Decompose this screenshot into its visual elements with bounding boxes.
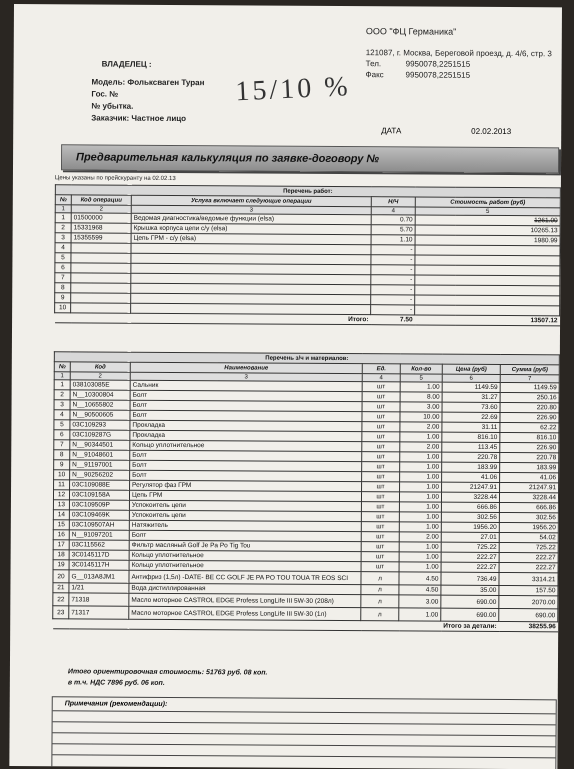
table-cell: 1.00 xyxy=(400,482,442,492)
table-cell: G__013A8JM1 xyxy=(69,570,129,583)
materials-total-row xyxy=(53,619,558,632)
table-cell: шт xyxy=(362,432,400,442)
prices-note: Цены указаны по прейскуранту на 02.02.13 xyxy=(54,175,176,182)
document-title-banner xyxy=(61,144,559,173)
notes-line xyxy=(52,744,555,758)
table-cell: Прокладка xyxy=(130,420,362,431)
table-cell: шт xyxy=(362,422,400,432)
table-cell: 113.45 xyxy=(442,442,500,452)
table-cell: 1 xyxy=(55,213,71,223)
table-cell xyxy=(71,253,131,263)
table-cell: Болт xyxy=(130,410,362,421)
table-cell: 14 xyxy=(53,510,69,520)
table-cell: 1956.20 xyxy=(499,522,558,532)
table-cell: 62.22 xyxy=(500,422,559,432)
table-cell: N__90500605 xyxy=(70,410,130,420)
table-cell: шт xyxy=(361,552,399,562)
company-tel: Тел. 9950078,2251515 xyxy=(365,59,471,69)
table-cell: 736.49 xyxy=(441,572,499,585)
table-cell: Прокладка xyxy=(130,430,362,441)
owner-model: Модель: Фольксваген Туран xyxy=(91,77,205,88)
table-cell: 1149.59 xyxy=(500,382,559,392)
table-cell: 1956.20 xyxy=(441,522,499,532)
table-cell: N__10655802 xyxy=(70,400,130,410)
table-cell: 03C109088E xyxy=(70,480,130,490)
table-cell: 690.00 xyxy=(441,608,499,621)
work-table xyxy=(54,184,561,326)
table-cell: 01500000 xyxy=(71,213,131,223)
table-cell: 7 xyxy=(54,440,70,450)
column-number: 3 xyxy=(130,372,362,381)
table-cell: Кольцо уплотнительное xyxy=(129,560,361,571)
table-cell: Крышка корпуса цепи с/у (elsa) xyxy=(131,223,371,234)
table-cell: 5 xyxy=(55,253,71,263)
materials-total-label: Итого за детали: xyxy=(53,619,499,632)
table-cell: 8 xyxy=(54,450,70,460)
table-cell: 10.00 xyxy=(400,412,442,422)
table-cell: 5.70 xyxy=(371,225,415,235)
table-cell: шт xyxy=(362,462,400,472)
table-cell: 1.00 xyxy=(399,562,441,572)
work-total-cost: 13507.12 xyxy=(415,315,560,326)
table-cell: 3.00 xyxy=(400,402,442,412)
table-cell: 183.99 xyxy=(500,462,559,472)
table-cell: 22 xyxy=(53,593,69,606)
table-cell: шт xyxy=(361,562,399,572)
table-cell: л xyxy=(361,608,399,621)
table-cell: Антифриз (1,5л) -DATE- BE CC GOLF JE PA PO TOU TOUA TR EOS SCI xyxy=(129,570,361,584)
materials-header: Ед. xyxy=(362,364,400,374)
table-cell: 7 xyxy=(55,273,71,283)
table-cell: 18 xyxy=(53,550,69,560)
table-cell: 220.78 xyxy=(500,452,559,462)
table-cell xyxy=(71,243,131,253)
table-cell: 0.70 xyxy=(371,215,415,225)
table-cell: 1.00 xyxy=(400,472,442,482)
table-cell: 27.01 xyxy=(441,532,499,542)
column-number: 4 xyxy=(371,207,415,215)
table-cell: шт xyxy=(362,392,400,402)
table-cell: 3228.44 xyxy=(499,492,558,502)
estimate-total: Итого ориентировочная стоимость: 51763 руб. 08 коп. xyxy=(67,668,268,677)
table-cell: 1.00 xyxy=(400,382,442,392)
table-cell: 220.80 xyxy=(500,402,559,412)
table-cell: 1.00 xyxy=(399,552,441,562)
table-cell: N__91097201 xyxy=(69,530,129,540)
table-cell: - xyxy=(371,295,415,305)
table-cell: 1149.59 xyxy=(442,382,500,392)
materials-header: Наименование xyxy=(130,362,362,373)
table-cell: 157.50 xyxy=(499,585,558,595)
table-cell: 183.99 xyxy=(442,462,500,472)
table-cell: 1.00 xyxy=(399,492,441,502)
table-cell: 8 xyxy=(55,283,71,293)
owner-block xyxy=(91,56,204,125)
table-cell: 1261.00 xyxy=(415,215,560,226)
company-address: 121087, г. Москва, Береговой проезд, д. 4/6, стр. 3 xyxy=(365,48,552,59)
table-cell: 41.06 xyxy=(442,472,500,482)
table-cell xyxy=(71,303,131,313)
table-cell: шт xyxy=(362,482,400,492)
notes-box xyxy=(51,696,556,769)
table-cell: 038103085E xyxy=(70,380,130,390)
table-cell: 10 xyxy=(55,303,71,313)
table-cell: 3C0145117D xyxy=(69,550,129,560)
table-cell: 690.00 xyxy=(441,595,499,608)
table-cell: л xyxy=(361,572,399,585)
table-cell: 9 xyxy=(54,460,70,470)
table-cell: Болт xyxy=(130,460,362,471)
owner-title: ВЛАДЕЛЕЦ : xyxy=(101,59,152,69)
table-cell: Натяжитель xyxy=(129,520,361,531)
table-cell: 226.90 xyxy=(500,412,559,422)
table-cell: 2.00 xyxy=(400,442,442,452)
document-title: Предварительная калькуляция по заявке-договору № xyxy=(76,151,380,166)
table-cell: шт xyxy=(362,472,400,482)
table-cell: 4.50 xyxy=(399,572,441,585)
column-number: 5 xyxy=(400,374,442,382)
table-cell: шт xyxy=(361,502,399,512)
table-cell: Регулятор фаз ГРМ xyxy=(130,480,362,491)
table-cell: 222.27 xyxy=(499,552,558,562)
company-block xyxy=(366,26,556,81)
table-cell: - xyxy=(371,285,415,295)
table-cell: 21247.91 xyxy=(500,482,559,492)
table-cell: шт xyxy=(361,512,399,522)
table-cell: 10 xyxy=(54,470,70,480)
table-cell: 31.11 xyxy=(442,422,500,432)
table-cell: 03C109509P xyxy=(69,500,129,510)
table-cell: 6 xyxy=(54,430,70,440)
table-cell: N__10300804 xyxy=(70,390,130,400)
table-cell: 816.10 xyxy=(442,432,500,442)
table-cell: Фильтр масляный Golf Je Pa Po Tig Tou xyxy=(129,540,361,551)
table-cell: 1 xyxy=(54,380,70,390)
table-cell xyxy=(71,263,131,273)
table-cell xyxy=(71,293,131,303)
table-cell: 8.00 xyxy=(400,392,442,402)
table-cell: Масло моторное CASTROL EDGE Profess LongLife III 5W-30 (208л) xyxy=(129,593,361,607)
work-total-label: Итого: xyxy=(55,313,371,325)
table-cell: л xyxy=(361,585,399,595)
table-cell: 1.00 xyxy=(399,502,441,512)
date-value: 02.02.2013 xyxy=(471,126,512,137)
table-cell: - xyxy=(371,255,415,265)
table-cell: шт xyxy=(362,382,400,392)
table-cell: 666.86 xyxy=(441,502,499,512)
materials-header: Сумма (руб) xyxy=(500,364,559,374)
table-cell: Цепь ГРМ - с/у (elsa) xyxy=(131,233,371,244)
table-cell: Ведомая диагностика/ведомые функции (elsa) xyxy=(131,213,371,224)
table-cell: 302.56 xyxy=(499,512,558,522)
table-cell xyxy=(71,273,131,283)
table-cell: шт xyxy=(361,542,399,552)
table-cell: Успокоитель цепи xyxy=(129,500,361,511)
table-cell: 690.00 xyxy=(499,608,558,621)
work-total-hours: 7.50 xyxy=(371,315,415,325)
table-cell: 1980.99 xyxy=(415,235,560,246)
table-cell: 1.00 xyxy=(399,608,441,621)
estimate-vat: в т.ч. НДС 7896 руб. 06 коп. xyxy=(67,679,165,687)
table-cell: 10265.13 xyxy=(415,225,560,236)
table-cell: 71317 xyxy=(69,606,129,619)
table-cell: 41.06 xyxy=(500,472,559,482)
owner-customer: Заказчик: Частное лицо xyxy=(91,113,187,124)
table-cell: 3C0145117H xyxy=(69,560,129,570)
materials-header: Цена (руб) xyxy=(442,364,500,374)
table-cell: 11 xyxy=(54,480,70,490)
work-caption: Перечень работ: xyxy=(55,185,560,198)
table-cell: шт xyxy=(361,492,399,502)
table-cell: 4.50 xyxy=(399,585,441,595)
table-cell: Болт xyxy=(130,470,362,481)
column-number: 3 xyxy=(131,205,371,214)
table-cell: 3.00 xyxy=(399,595,441,608)
table-cell: Вода дистиллированная xyxy=(129,583,361,594)
table-cell: 73.60 xyxy=(442,402,500,412)
table-cell: Кольцо уплотнительное xyxy=(129,550,361,561)
table-cell: 13 xyxy=(53,500,69,510)
table-cell: 54.02 xyxy=(499,532,558,542)
table-cell: 1.10 xyxy=(371,235,415,245)
materials-header: № xyxy=(54,362,70,372)
table-cell: 15331968 xyxy=(71,223,131,233)
table-cell: 03C109469K xyxy=(69,510,129,520)
materials-table xyxy=(52,351,560,632)
column-number: 1 xyxy=(54,372,70,380)
table-cell: 1.00 xyxy=(399,512,441,522)
table-cell: 15 xyxy=(53,520,69,530)
table-cell: 6 xyxy=(55,263,71,273)
table-cell: Болт xyxy=(130,400,362,411)
table-cell: шт xyxy=(362,412,400,422)
table-cell: 2.00 xyxy=(400,422,442,432)
table-cell: 9 xyxy=(55,293,71,303)
table-cell: 1/21 xyxy=(69,583,129,593)
table-cell: 12 xyxy=(53,490,69,500)
table-cell: 816.10 xyxy=(500,432,559,442)
table-cell: 21 xyxy=(53,583,69,593)
owner-gos: Гос. № xyxy=(91,89,119,99)
table-cell: 725.22 xyxy=(499,542,558,552)
work-header: № xyxy=(55,195,71,205)
table-cell: Кольцо уплотнительное xyxy=(130,440,362,451)
table-cell: 5 xyxy=(54,420,70,430)
table-cell: 21247.91 xyxy=(442,482,500,492)
table-cell: 3314.21 xyxy=(499,572,558,585)
table-cell: Цепь ГРМ xyxy=(129,490,361,501)
table-cell: 20 xyxy=(53,570,69,583)
table-cell: шт xyxy=(361,532,399,542)
table-cell: 03C109507AH xyxy=(69,520,129,530)
column-number: 1 xyxy=(55,205,71,213)
table-cell xyxy=(71,283,131,293)
column-number: 2 xyxy=(70,372,130,380)
materials-caption: Перечень з/ч и материалов: xyxy=(54,352,559,365)
work-header: Код операции xyxy=(71,195,131,205)
company-name: ООО "ФЦ Германика" xyxy=(365,26,457,37)
table-cell: 666.86 xyxy=(499,502,558,512)
table-cell: 4 xyxy=(55,243,71,253)
table-cell: 03C115562 xyxy=(69,540,129,550)
table-cell: 3 xyxy=(55,233,71,243)
column-number: 5 xyxy=(415,207,560,216)
table-cell: 15355599 xyxy=(71,233,131,243)
table-cell: 1.00 xyxy=(399,542,441,552)
estimate-block xyxy=(68,666,268,689)
table-cell: шт xyxy=(362,442,400,452)
document-sheet xyxy=(9,4,562,769)
table-cell: Масло моторное CASTROL EDGE Profess LongLife III 5W-30 (1л) xyxy=(129,606,361,620)
table-cell: 2.00 xyxy=(399,532,441,542)
table-cell: 16 xyxy=(53,530,69,540)
materials-header: Код xyxy=(70,362,130,372)
work-total-row xyxy=(55,313,560,326)
table-cell: 03C109287G xyxy=(70,430,130,440)
table-cell: 03C109158A xyxy=(69,490,129,500)
table-cell: 19 xyxy=(53,560,69,570)
table-cell: 725.22 xyxy=(441,542,499,552)
table-cell: 1.00 xyxy=(399,522,441,532)
handwritten-note: 15/10 % xyxy=(234,71,352,108)
table-cell: N__91048601 xyxy=(70,450,130,460)
table-cell: 3 xyxy=(54,400,70,410)
date-label: ДАТА xyxy=(381,126,402,136)
table-cell: 2 xyxy=(54,390,70,400)
owner-loss: № убытка. xyxy=(91,101,134,111)
table-cell: 23 xyxy=(53,606,69,619)
table-cell: 31.27 xyxy=(442,392,500,402)
table-cell: 71318 xyxy=(69,593,129,606)
column-number: 2 xyxy=(71,205,131,213)
table-cell: N__90256202 xyxy=(70,470,130,480)
column-number: 7 xyxy=(500,374,559,382)
table-cell: 1.00 xyxy=(400,452,442,462)
table-cell: - xyxy=(371,245,415,255)
table-cell: 03C109293 xyxy=(70,420,130,430)
table-cell: Успокоитель цепи xyxy=(129,510,361,521)
materials-header: Кол-во xyxy=(400,364,442,374)
table-cell: 222.27 xyxy=(441,562,499,572)
table-cell: N__91197001 xyxy=(70,460,130,470)
table-cell: 4 xyxy=(54,410,70,420)
column-number: 4 xyxy=(362,374,400,382)
table-cell: 1.00 xyxy=(400,462,442,472)
work-header: Стоимость работ (руб) xyxy=(415,197,560,208)
table-cell: Болт xyxy=(130,450,362,461)
table-cell: л xyxy=(361,595,399,608)
table-cell: Сальник xyxy=(130,380,362,391)
table-cell: - xyxy=(371,305,415,315)
table-cell: 2070.00 xyxy=(499,595,558,608)
table-cell: Болт xyxy=(129,530,361,541)
table-cell: 250.16 xyxy=(500,392,559,402)
table-cell: шт xyxy=(362,452,400,462)
company-fax: Факс 9950078,2251515 xyxy=(365,70,471,80)
table-cell: 222.27 xyxy=(441,552,499,562)
table-cell: Болт xyxy=(130,390,362,401)
table-cell: 302.56 xyxy=(441,512,499,522)
table-cell: 222.27 xyxy=(499,562,558,572)
table-cell: 220.78 xyxy=(442,452,500,462)
table-cell: N__90344501 xyxy=(70,440,130,450)
date-row xyxy=(381,126,511,136)
column-number: 6 xyxy=(442,374,500,382)
notes-label: Примечания (рекомендации): xyxy=(53,697,556,714)
table-cell: 226.90 xyxy=(500,442,559,452)
table-cell: 35.00 xyxy=(441,585,499,595)
materials-total: 38255.96 xyxy=(499,621,558,631)
table-cell: шт xyxy=(361,522,399,532)
work-header: Н/Ч xyxy=(371,197,415,207)
table-cell: 17 xyxy=(53,540,69,550)
table-cell: 22.69 xyxy=(442,412,500,422)
table-cell: - xyxy=(371,275,415,285)
table-cell: шт xyxy=(362,402,400,412)
table-cell: 1.00 xyxy=(400,432,442,442)
table-cell: 3228.44 xyxy=(441,492,499,502)
work-header: Услуга включает следующие операции xyxy=(131,195,371,206)
table-cell: 2 xyxy=(55,223,71,233)
table-cell: - xyxy=(371,265,415,275)
